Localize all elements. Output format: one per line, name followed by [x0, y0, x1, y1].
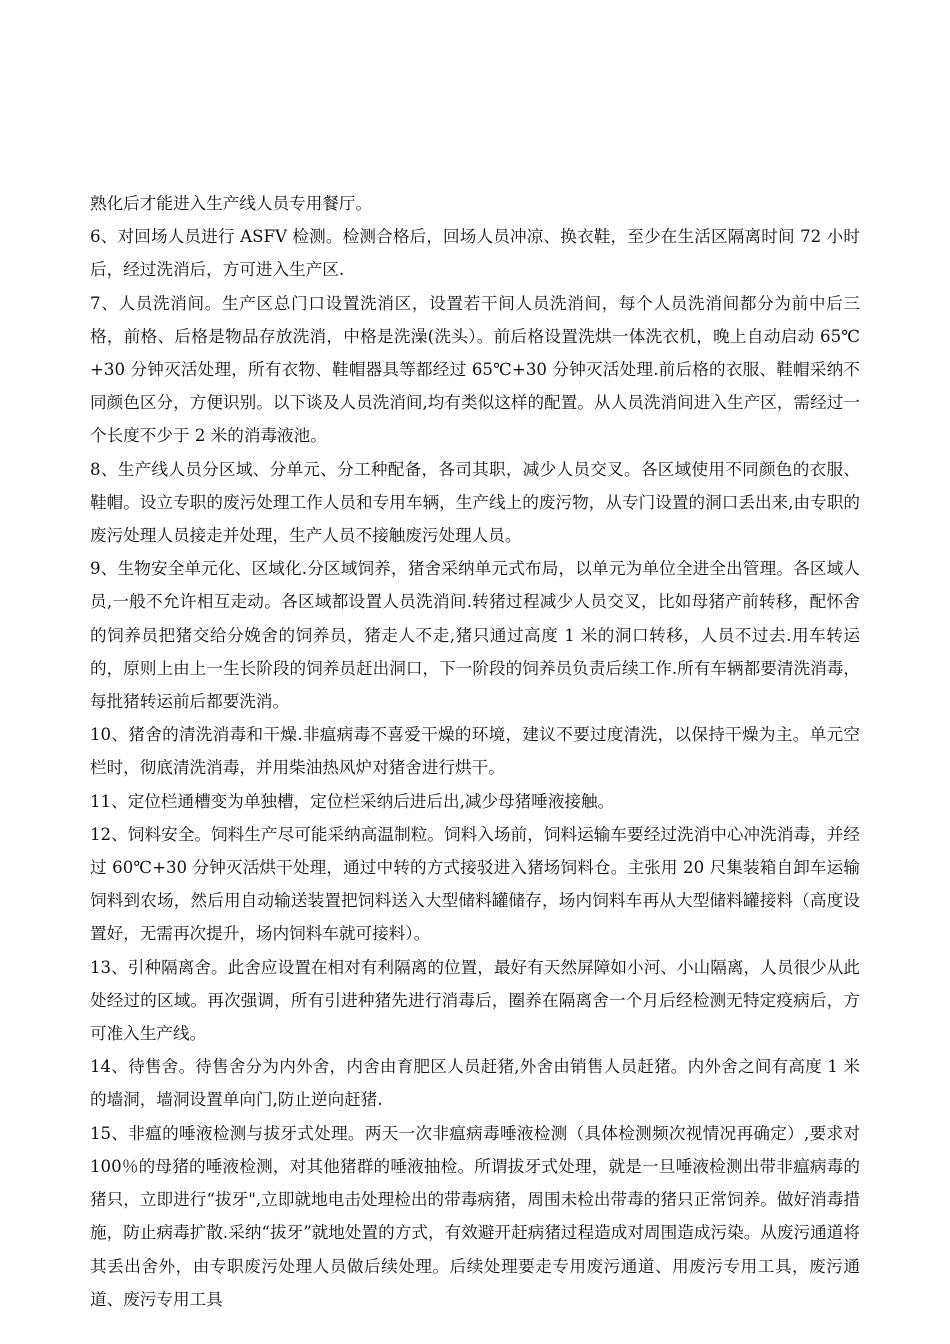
paragraph-item-9: 9、生物安全单元化、区域化.分区域饲养，猪舍采纳单元式布局，以单元为单位全进全出管理。各区域人员,一般不允许相互走动。各区域都设置人员洗消间.转猪过程减少人员交叉，比如母猪产前转移，配怀舍的饲养员把猪交给分娩舍的饲养员，猪走人不走,猪只通过高度 1 米的洞口转移，人员不过去.用车转运的，原则上由上一生长阶段的饲养员赶出洞口，下一阶段的饲养员负责后续工作.所有车辆都要清洗消毒，每批猪转运前后都要洗消。 — [90, 559, 860, 712]
document-body — [90, 187, 860, 1316]
paragraph-item-8: 8、生产线人员分区域、分单元、分工种配备，各司其职，减少人员交叉。各区域使用不同颜色的衣服、鞋帽。设立专职的废污处理工作人员和专用车辆，生产线上的废污物，从专门设置的洞口丢出来,由专职的废污处理人员接走并处理，生产人员不接触废污处理人员。 — [90, 459, 860, 546]
paragraph-item-6: 6、对回场人员进行 ASFV 检测。检测合格后，回场人员冲凉、换衣鞋，至少在生活区隔离时间 72 小时后，经过洗消后，方可进入生产区. — [90, 227, 860, 280]
paragraph-item-7: 7、人员洗消间。生产区总门口设置洗消区，设置若干间人员洗消间，每个人员洗消间都分为前中后三格，前格、后格是物品存放洗消，中格是洗澡(洗头）。前后格设置洗烘一体洗衣机，晚上自动启动 65℃+30 分钟灭活处理，所有衣物、鞋帽器具等都经过 65℃+30 分钟灭活处理.前后格的衣服、鞋帽采纳不同颜色区分，方便识别。以下谈及人员洗消间,均有类似这样的配置。从人员洗消间进入生产区，需经过一个长度不少于 2 米的消毒液池。 — [90, 293, 860, 446]
paragraph-continuation: 熟化后才能进入生产线人员专用餐厅。 — [90, 194, 373, 213]
paragraph-item-12: 12、饲料安全。饲料生产尽可能采纳高温制粒。饲料入场前，饲料运输车要经过洗消中心冲洗消毒，并经过 60℃+30 分钟灭活烘干处理，通过中转的方式接驳进入猪场饲料仓。主张用 20 尺集装箱自卸车运输饲料到农场，然后用自动输送装置把饲料送入大型储料罐储存，场内饲料车再从大型储料罐接料（高度设置好，无需再次提升，场内饲料车就可接料）。 — [90, 824, 860, 944]
paragraph-item-13: 13、引种隔离舍。此舍应设置在相对有利隔离的位置，最好有天然屏障如小河、小山隔离，人员很少从此处经过的区域。再次强调，所有引进种猪先进行消毒后，圈养在隔离舍一个月后经检测无特定疫病后，方可准入生产线。 — [90, 957, 860, 1044]
paragraph-item-14: 14、待售舍。待售舍分为内外舍，内舍由育肥区人员赶猪,外舍由销售人员赶猪。内外舍之间有高度 1 米的墙洞，墙洞设置单向门,防止逆向赶猪. — [90, 1057, 860, 1110]
paragraph-item-15: 15、非瘟的唾液检测与拔牙式处理。两天一次非瘟病毒唾液检测（具体检测频次视情况再确定）,要求对 100％的母猪的唾液检测，对其他猪群的唾液抽检。所谓拔牙式处理，就是一旦唾液检测出带非瘟病毒的猪只，立即进行“拔牙",立即就地电击处理检出的带毒病猪，周围未检出带毒的猪只正常饲养。做好消毒措施，防止病毒扩散.采纳“拔牙”就地处置的方式，有效避开赶病猪过程造成对周围造成污染。从废污通道将其丢出舍外，由专职废污处理人员做后续处理。后续处理要走专用废污通道、用废污专用工具，废污通道、废污专用工具 — [90, 1123, 860, 1309]
paragraph-item-10: 10、猪舍的清洗消毒和干燥.非瘟病毒不喜爱干燥的环境，建议不要过度清洗，以保持干燥为主。单元空栏时，彻底清洗消毒，并用柴油热风炉对猪舍进行烘干。 — [90, 725, 860, 778]
paragraph-item-11: 11、定位栏通槽变为单独槽，定位栏采纳后进后出,减少母猪唾液接触。 — [90, 791, 615, 811]
